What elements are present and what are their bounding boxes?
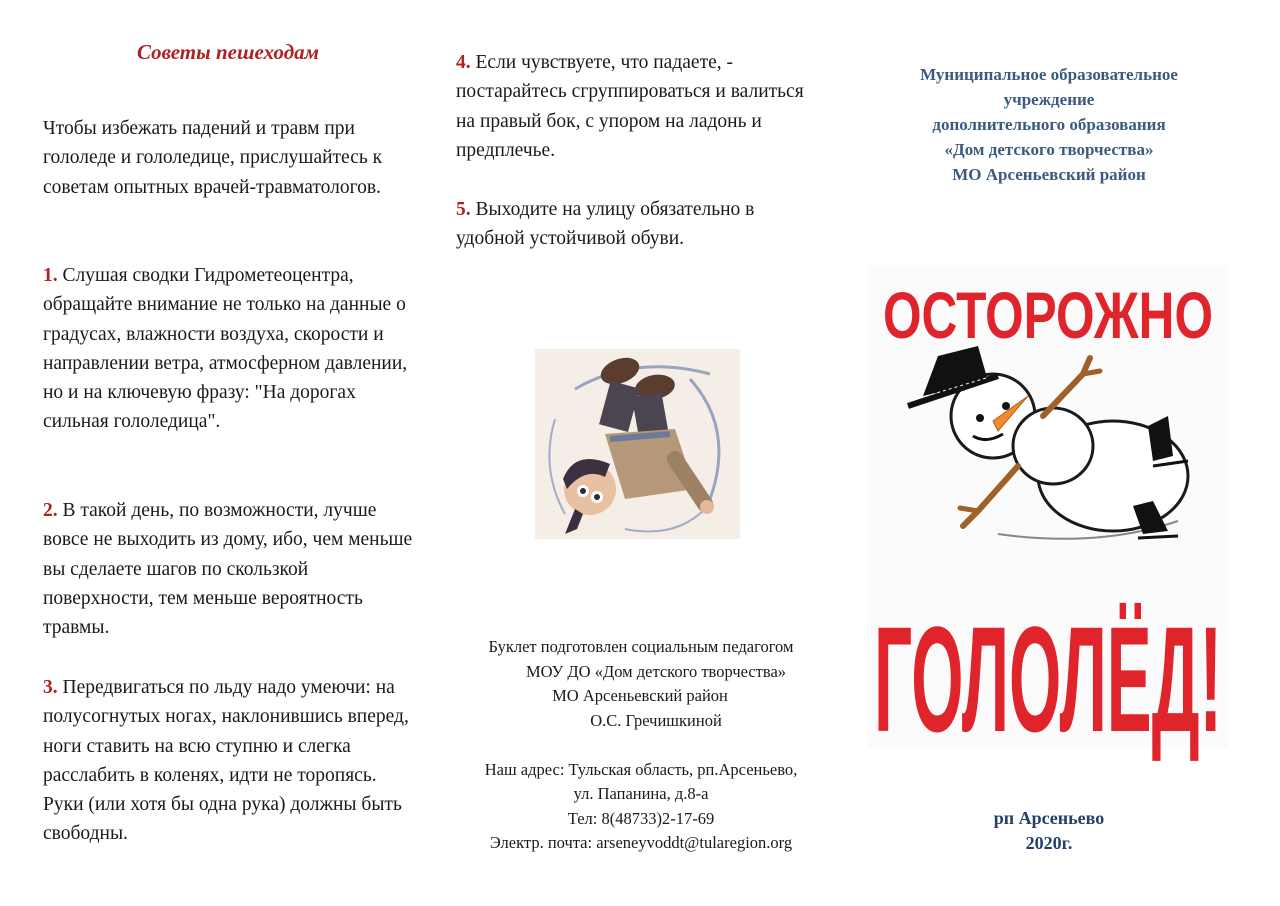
- tip-text: Если чувствуете, что падаете, - постарайтесь сгруппироваться и валиться на правый бок, с упором на ладонь и предплечье.: [456, 52, 804, 161]
- org-line: МО Арсеньевский район: [952, 165, 1146, 184]
- org-line: дополнительного образования: [932, 115, 1166, 134]
- snowman-slipping-icon: [868, 266, 1228, 763]
- credits-block: [456, 635, 826, 856]
- tip-number: 4.: [456, 52, 471, 73]
- credits-line: Буклет подготовлен социальным педагогом: [488, 637, 794, 656]
- phone-line: Тел: 8(48733)2-17-69: [567, 808, 715, 828]
- tip-text: Передвигаться по льду надо умеючи: на полусогнутых ногах, наклонившись вперед, ноги ставить на всю ступню и слегка расслабить в коленях, идти не торопясь. Руки (или хотя бы одна рука) должны быть свободны.: [43, 677, 409, 845]
- tip-2: [43, 496, 413, 642]
- tip-text: Выходите на улицу обязательно в удобной устойчивой обуви.: [456, 199, 755, 250]
- address-line: Наш адрес: Тульская область, рп.Арсеньево,: [484, 759, 798, 779]
- falling-child-illustration: [535, 349, 740, 539]
- ice-warning-poster: [868, 266, 1228, 763]
- section-title: Советы пешеходам: [136, 40, 320, 64]
- org-line: Муниципальное образовательное: [920, 65, 1178, 84]
- org-line: «Дом детского творчества»: [944, 140, 1154, 159]
- poster-top-text: ОСТОРОЖНО: [883, 278, 1213, 352]
- tip-text: В такой день, по возможности, лучше вовсе не выходить из дому, ибо, чем меньше вы сделаете шагов по скользкой поверхности, тем меньше вероятность травмы.: [43, 500, 413, 639]
- tip-3: [43, 673, 413, 849]
- tip-5: [456, 195, 826, 254]
- organization-name: [868, 62, 1230, 187]
- tip-number: 2.: [43, 500, 58, 521]
- tip-1: [43, 261, 413, 437]
- place-line: рп Арсеньево: [993, 808, 1105, 828]
- intro-paragraph: Чтобы избежать падений и травм при гололеде и гололедице, прислушайтесь к советам опытных врачей-травматологов.: [43, 118, 383, 198]
- year-line: 2020г.: [1025, 833, 1073, 853]
- tip-number: 3.: [43, 677, 58, 698]
- tip-number: 1.: [43, 265, 58, 286]
- org-line: учреждение: [1003, 90, 1095, 109]
- falling-child-icon: [535, 349, 740, 539]
- poster-bottom-text: ГОЛОЛЁД!: [874, 595, 1222, 763]
- credits-line: О.С. Гречишкиной: [590, 710, 722, 730]
- tip-4: [456, 48, 826, 165]
- email-line: Электр. почта: arseneyvoddt@tularegion.org: [489, 833, 793, 852]
- address-line: ул. Папанина, д.8-а: [573, 784, 709, 803]
- credits-line: МОУ ДО «Дом детского творчества»: [525, 661, 787, 681]
- tip-text: Слушая сводки Гидрометеоцентра, обращайте внимание не только на данные о градусах, влажности воздуха, скорости и направлении ветра, атмосферном давлении, но и на ключевую фразу: "На дорогах сильная гололедица".: [43, 265, 408, 433]
- tip-number: 5.: [456, 199, 471, 220]
- credits-line: МО Арсеньевский район: [552, 686, 728, 705]
- place-and-year: [868, 806, 1230, 856]
